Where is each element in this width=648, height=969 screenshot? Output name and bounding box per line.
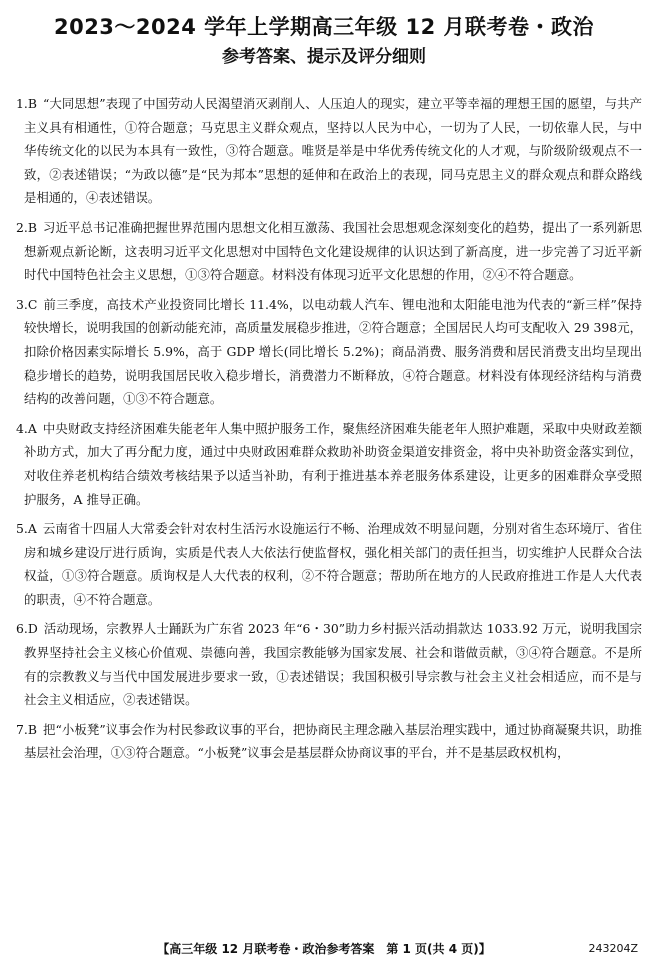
item-answer: A [27,521,37,537]
item-explanation: 把“小板凳”议事会作为村民参政议事的平台，把协商民主理念融入基层治理实践中，通过协商凝聚共识，助推基层社会治理，①③符合题意。“小板凳”议事会是基层群众协商议事的平台，并不是基层政权机构， [24,721,642,761]
answer-item-4 [16,417,642,511]
item-number: 5. [16,521,28,537]
item-answer: B [27,219,37,235]
footer-code: 243204Z [588,942,638,955]
item-number: 7. [16,721,28,737]
answer-item-2 [16,216,642,287]
item-answer: C [27,296,38,312]
page-footer [0,940,648,958]
item-number: 2. [16,219,28,235]
answer-list [16,92,642,771]
item-answer: B [27,721,37,737]
item-explanation: 前三季度，高技术产业投资同比增长 11.4%，以电动载人汽车、锂电池和太阳能电池为代表的“新三样”保持较快增长，说明我国的创新动能充沛，高质量发展稳步推进，②符合题意；全国居民人均可支配收入 29 398元，扣除价格因素实际增长 5.9%，高于 GDP 增长(同比增长 5.2%)；商品消费、服务消费和居民消费支出均呈现出稳步增长的趋势，说明我国居民收入稳步增长，消费潜力不断释放，④符合题意。材料没有体现经济结构与消费结构的改善问题，①③不符合题意。 [24,296,642,407]
item-explanation: “大同思想”表现了中国劳动人民渴望消灭剥削人、人压迫人的现实，建立平等幸福的理想王国的愿望，与共产主义具有相通性，①符合题意；马克思主义群众观点，坚持以人民为中心，一切为了人民，一切依靠人民，与中华传统文化的以民为本具有一致性，③符合题意。唯贤是举是中华优秀传统文化的人才观，与阶级阶级观点不一致，②表述错误；“为政以德”是“民为邦本”思想的延伸和在政治上的表现，同马克思主义的群众观点和群众路线是相通的，④表述错误。 [24,96,642,206]
footer-page-info: 【高三年级 12 月联考卷・政治参考答案 第 1 页(共 4 页)】 [157,942,491,956]
answer-item-7 [16,718,642,765]
item-explanation: 云南省十四届人大常委会针对农村生活污水设施运行不畅、治理成效不明显问题，分别对省生态环境厅、省住房和城乡建设厅进行质询，实质是代表人大依法行使监督权，强化相关部门的责任担当，切实维护人民群众合法权益，①③符合题意。质询权是人大代表的权利，②不符合题意；帮助所在地方的人民政府推进工作是人大代表的职责，④不符合题意。 [24,521,642,607]
page-subtitle: 参考答案、提示及评分细则 [222,47,426,67]
answer-item-5 [16,517,642,611]
item-answer: D [27,621,38,637]
item-answer: B [27,96,37,111]
page-title: 2023～2024 学年上学期高三年级 12 月联考卷・政治 [53,15,595,39]
item-number: 4. [16,420,28,436]
item-explanation: 习近平总书记准确把握世界范围内思想文化相互激荡、我国社会思想观念深刻变化的趋势，提出了一系列新思想新观点新论断，这表明习近平文化思想对中国特色文化建设规律的认识达到了新高度，进一步完善了习近平新时代中国特色社会主义思想，①③符合题意。材料没有体现习近平文化思想的作用，②④不符合题意。 [24,219,642,283]
item-explanation: 中央财政支持经济困难失能老年人集中照护服务工作，聚焦经济困难失能老年人照护难题，采取中央财政差额补助方式，加大了再分配力度，通过中央财政困难群众救助补助资金渠道安排资金，将中央补助资金落实到位，对收住养老机构结合绩效考核结果予以适当补助，有利于推进基本养老服务体系建设，让更多的困难群众享受照护服务，A 推导正确。 [24,420,642,507]
item-answer: A [27,420,37,436]
answer-item-1 [16,92,642,210]
item-number: 3. [16,296,28,312]
answer-item-6 [16,617,642,711]
answer-item-3 [16,293,642,411]
item-number: 1. [16,96,28,111]
item-explanation: 活动现场，宗教界人士踊跃为广东省 2023 年“6・30”助力乡村振兴活动捐款达 1033.92 万元，说明我国宗教界坚持社会主义核心价值观、崇德向善，我国宗教能够为国家发展、社会和谐做贡献，③④符合题意。不是所有的宗教教义与当代中国发展进步要求一致，①表述错误；我国积极引导宗教与社会主义社会相适应，而不是与社会主义相适应，②表述错误。 [24,621,642,708]
item-number: 6. [16,621,28,637]
